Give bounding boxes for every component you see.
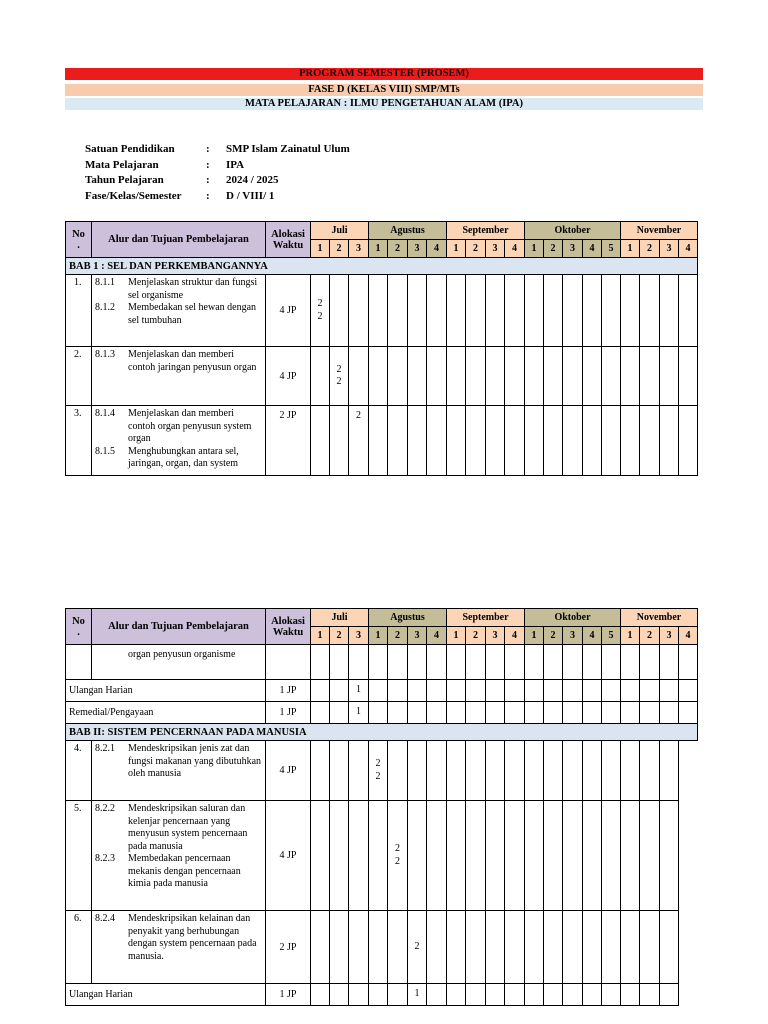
alur-cell: 8.1.3 Menjelaskan dan memberi contoh jaringan penyusun organ: [92, 347, 266, 406]
week-header: 2: [466, 240, 486, 258]
week-header: 3: [660, 240, 679, 258]
page-title: PROGRAM SEMESTER (PROSEM): [65, 68, 703, 80]
month-juli: Juli: [311, 609, 369, 627]
week-cell: 2 2: [330, 347, 349, 406]
header-alur: Alur dan Tujuan Pembelajaran: [92, 609, 266, 645]
week-header: 4: [679, 240, 698, 258]
row-number: 4.: [66, 741, 92, 801]
row-number: 5.: [66, 801, 92, 911]
bab-2-heading: BAB II: SISTEM PENCERNAAN PADA MANUSIA: [66, 724, 698, 741]
header-alokasi: Alokasi Waktu: [266, 222, 311, 258]
month-agustus: Agustus: [369, 609, 447, 627]
week-header: 3: [563, 240, 583, 258]
week-header: 3: [408, 627, 427, 645]
week-cell: 1: [349, 680, 369, 702]
row-number: 6.: [66, 911, 92, 984]
week-cell: 2 2: [388, 801, 408, 911]
row-number: 1.: [66, 275, 92, 347]
table-row: [66, 911, 698, 984]
week-header: 1: [447, 240, 466, 258]
header-no: No .: [66, 609, 92, 645]
week-header: 2: [640, 240, 660, 258]
table-row: [66, 680, 698, 702]
alokasi-cell: 2 JP: [266, 406, 311, 476]
week-header: 1: [525, 627, 544, 645]
table-row: [66, 801, 698, 911]
fase-subtitle: FASE D (KELAS VIII) SMP/MTs: [65, 84, 703, 96]
alur-cell: 8.1.4 Menjelaskan dan memberi contoh organ penyusun system organ 8.1.5 Menghubungkan antara sel, jaringan, organ, dan system: [92, 406, 266, 476]
week-header: 2: [544, 240, 563, 258]
week-header: 3: [563, 627, 583, 645]
table-row: [66, 406, 698, 476]
header-alokasi: Alokasi Waktu: [266, 609, 311, 645]
week-header: 1: [369, 240, 388, 258]
week-header: 2: [330, 627, 349, 645]
week-header: 5: [602, 240, 621, 258]
alur-cell: 8.2.4 Mendeskripsikan kelainan dan penyakit yang berhubungan dengan system pencernaan pada manusia.: [92, 911, 266, 984]
ulangan-harian-label: Ulangan Harian: [66, 984, 266, 1006]
week-header: 3: [408, 240, 427, 258]
week-header: 2: [466, 627, 486, 645]
week-header: 3: [349, 240, 369, 258]
week-header: 3: [486, 627, 505, 645]
alokasi-cell: 4 JP: [266, 801, 311, 911]
alur-cell: 8.2.2 Mendeskripsikan saluran dan kelenjar pencernaan yang menyusun system pencernaan pada manusia 8.2.3 Membedakan pencernaan mekanis dengan pencernaan kimia pada manusia: [92, 801, 266, 911]
week-header: 1: [525, 240, 544, 258]
month-juli: Juli: [311, 222, 369, 240]
table-row: [66, 275, 698, 347]
week-header: 4: [583, 240, 602, 258]
week-header: 2: [330, 240, 349, 258]
header-no: No .: [66, 222, 92, 258]
week-header: 5: [602, 627, 621, 645]
alur-cell: organ penyusun organisme: [92, 645, 266, 680]
month-oktober: Oktober: [525, 609, 621, 627]
alur-cell: 8.2.1 Mendeskripsikan jenis zat dan fungsi makanan yang dibutuhkan oleh manusia: [92, 741, 266, 801]
week-header: 4: [583, 627, 602, 645]
alokasi-cell: 1 JP: [266, 702, 311, 724]
table-row: [66, 741, 698, 801]
week-header: 2: [544, 627, 563, 645]
month-agustus: Agustus: [369, 222, 447, 240]
month-september: September: [447, 609, 525, 627]
month-september: September: [447, 222, 525, 240]
alokasi-cell: 1 JP: [266, 984, 311, 1006]
week-header: 4: [679, 627, 698, 645]
alokasi-cell: 1 JP: [266, 680, 311, 702]
month-oktober: Oktober: [525, 222, 621, 240]
week-cell: 2: [408, 911, 427, 984]
week-header: 3: [349, 627, 369, 645]
table-row: [66, 702, 698, 724]
row-number: 2.: [66, 347, 92, 406]
week-header: 4: [427, 240, 447, 258]
week-cell: 1: [408, 984, 427, 1006]
week-cell: 1: [349, 702, 369, 724]
table-row: [66, 984, 698, 1006]
prosem-table-1: [65, 221, 698, 476]
week-header: 1: [621, 240, 640, 258]
alokasi-cell: 4 JP: [266, 741, 311, 801]
prosem-table-2: [65, 608, 698, 1006]
week-header: 1: [447, 627, 466, 645]
week-header: 2: [388, 627, 408, 645]
alokasi-cell: 4 JP: [266, 275, 311, 347]
week-header: 3: [486, 240, 505, 258]
header-alur: Alur dan Tujuan Pembelajaran: [92, 222, 266, 258]
week-cell: 2 2: [369, 741, 388, 801]
week-header: 1: [311, 627, 330, 645]
week-header: 4: [427, 627, 447, 645]
row-number: 3.: [66, 406, 92, 476]
week-cell: 2 2: [311, 275, 330, 347]
week-header: 4: [505, 240, 525, 258]
week-header: 2: [388, 240, 408, 258]
month-november: November: [621, 222, 698, 240]
week-header: 2: [640, 627, 660, 645]
bab-1-heading: BAB 1 : SEL DAN PERKEMBANGANNYA: [66, 258, 698, 275]
alur-cell: 8.1.1 Menjelaskan struktur dan fungsi sel organisme 8.1.2 Membedakan sel hewan dengan sel tumbuhan: [92, 275, 266, 347]
alokasi-cell: 2 JP: [266, 911, 311, 984]
week-header: 1: [369, 627, 388, 645]
week-header: 3: [660, 627, 679, 645]
week-cell: 2: [349, 406, 369, 476]
week-header: 1: [311, 240, 330, 258]
mapel-subtitle: MATA PELAJARAN : ILMU PENGETAHUAN ALAM (IPA): [65, 98, 703, 110]
ulangan-harian-label: Ulangan Harian: [66, 680, 266, 702]
month-november: November: [621, 609, 698, 627]
alokasi-cell: 4 JP: [266, 347, 311, 406]
remedial-label: Remedial/Pengayaan: [66, 702, 266, 724]
table-row: [66, 347, 698, 406]
table-row: [66, 645, 698, 680]
week-header: 1: [621, 627, 640, 645]
week-header: 4: [505, 627, 525, 645]
